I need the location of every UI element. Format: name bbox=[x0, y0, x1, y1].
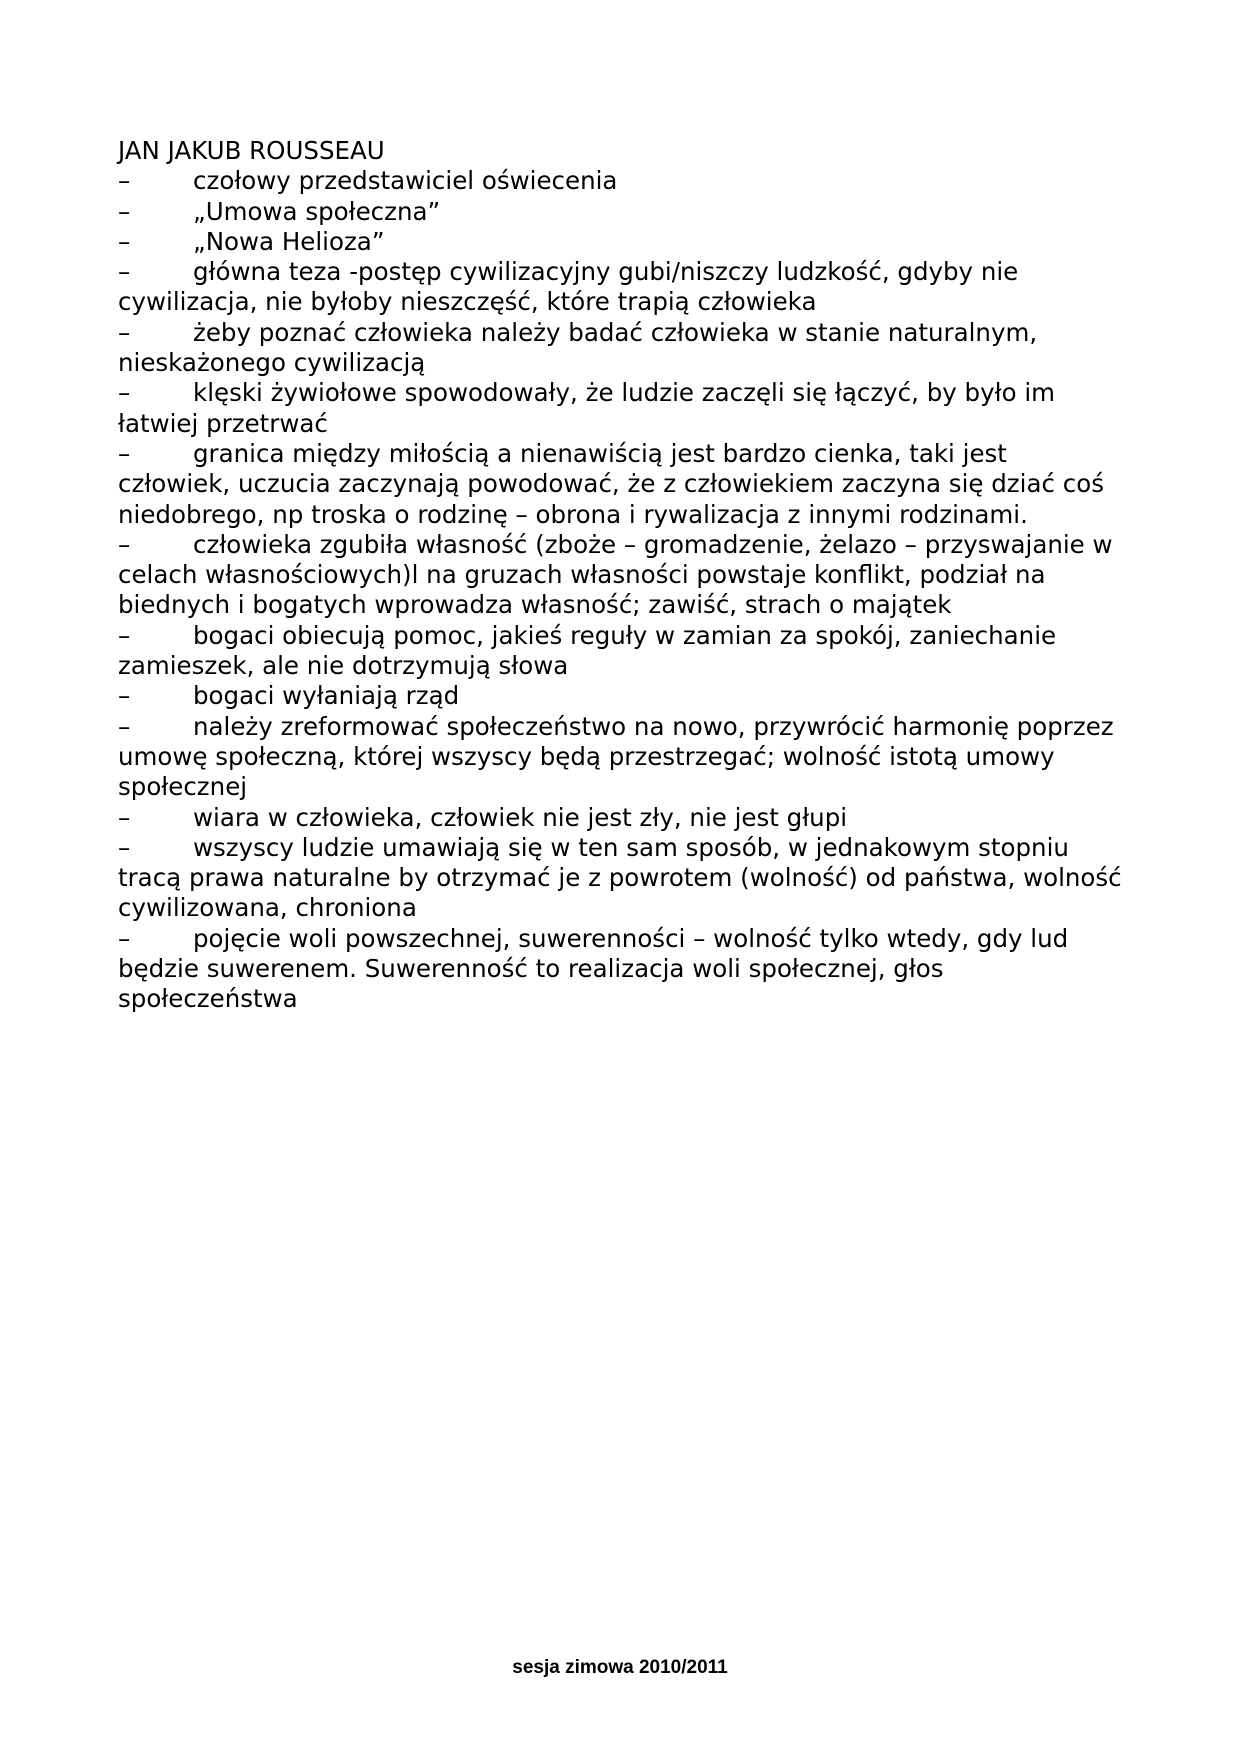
list-item-text: należy zreformować społeczeństwo na nowo, przywrócić harmonię poprzez umowę społeczną, której wszyscy będą przestrzegać; wolność istotą umowy społecznej bbox=[118, 711, 1114, 802]
list-item-text: czołowy przedstawiciel oświecenia bbox=[193, 166, 618, 196]
list-item bbox=[118, 197, 1123, 227]
dash-bullet: – bbox=[118, 681, 131, 711]
list-item bbox=[118, 439, 1123, 530]
dash-bullet: – bbox=[118, 711, 131, 741]
dash-bullet: – bbox=[118, 438, 131, 468]
list-item bbox=[118, 378, 1123, 439]
dash-bullet: – bbox=[118, 166, 131, 196]
list-item-text: „Nowa Helioza” bbox=[193, 226, 385, 256]
document-body bbox=[118, 136, 1123, 1015]
dash-bullet: – bbox=[118, 317, 131, 347]
list-item-text: bogaci wyłaniają rząd bbox=[193, 681, 460, 711]
list-item bbox=[118, 318, 1123, 379]
list-item-text: „Umowa społeczna” bbox=[193, 196, 441, 226]
dash-bullet: – bbox=[118, 620, 131, 650]
dash-bullet: – bbox=[118, 529, 131, 559]
dash-bullet: – bbox=[118, 257, 131, 287]
list-item bbox=[118, 530, 1123, 621]
document-title: JAN JAKUB ROUSSEAU bbox=[118, 136, 385, 165]
list-item-text: żeby poznać człowieka należy badać człowieka w stanie naturalnym, nieskażonego cywilizacją bbox=[118, 317, 1038, 378]
list-item bbox=[118, 257, 1123, 318]
dash-bullet: – bbox=[118, 378, 131, 408]
list-item-text: granica między miłością a nienawiścią jest bardzo cienka, taki jest człowiek, uczucia zaczynają powodować, że z człowiekiem zaczyna się dziać coś niedobrego, np troska o rodzinę – obrona i rywalizacja z innymi rodzinami. bbox=[118, 438, 1104, 529]
list-item bbox=[118, 166, 1123, 196]
list-item bbox=[118, 712, 1123, 803]
list-item-text: główna teza -postęp cywilizacyjny gubi/niszczy ludzkość, gdyby nie cywilizacja, nie byłoby nieszczęść, które trapią człowieka bbox=[118, 257, 1019, 317]
bullet-list bbox=[118, 166, 1123, 1014]
list-item bbox=[118, 803, 1123, 833]
list-item bbox=[118, 681, 1123, 711]
list-item bbox=[118, 833, 1123, 924]
list-item-text: człowieka zgubiła własność (zboże – gromadzenie, żelazo – przyswajanie w celach własnościowych)l na gruzach własności powstaje konflikt, podział na biednych i bogatych wprowadza własność; zawiść, strach o majątek bbox=[118, 529, 1113, 620]
dash-bullet: – bbox=[118, 832, 131, 862]
list-item-text: klęski żywiołowe spowodowały, że ludzie zaczęli się łączyć, by było im łatwiej przetrwać bbox=[118, 378, 1056, 438]
list-item-text: wiara w człowieka, człowiek nie jest zły, nie jest głupi bbox=[193, 802, 848, 832]
dash-bullet: – bbox=[118, 226, 131, 256]
page-footer: sesja zimowa 2010/2011 bbox=[512, 1657, 728, 1678]
list-item-text: wszyscy ludzie umawiają się w ten sam sposób, w jednakowym stopniu tracą prawa naturalne by otrzymać je z powrotem (wolność) od państwa, wolność cywilizowana, chroniona bbox=[118, 832, 1122, 923]
list-item bbox=[118, 227, 1123, 257]
list-item-text: bogaci obiecują pomoc, jakieś reguły w zamian za spokój, zaniechanie zamieszek, ale nie dotrzymują słowa bbox=[118, 620, 1057, 681]
list-item bbox=[118, 924, 1123, 1015]
list-item-text: pojęcie woli powszechnej, suwerenności – wolność tylko wtedy, gdy lud będzie suwerenem. Suwerenność to realizacja woli społecznej, głos społeczeństwa bbox=[118, 923, 1069, 1014]
dash-bullet: – bbox=[118, 196, 131, 226]
list-item bbox=[118, 621, 1123, 682]
dash-bullet: – bbox=[118, 802, 131, 832]
dash-bullet: – bbox=[118, 923, 131, 953]
